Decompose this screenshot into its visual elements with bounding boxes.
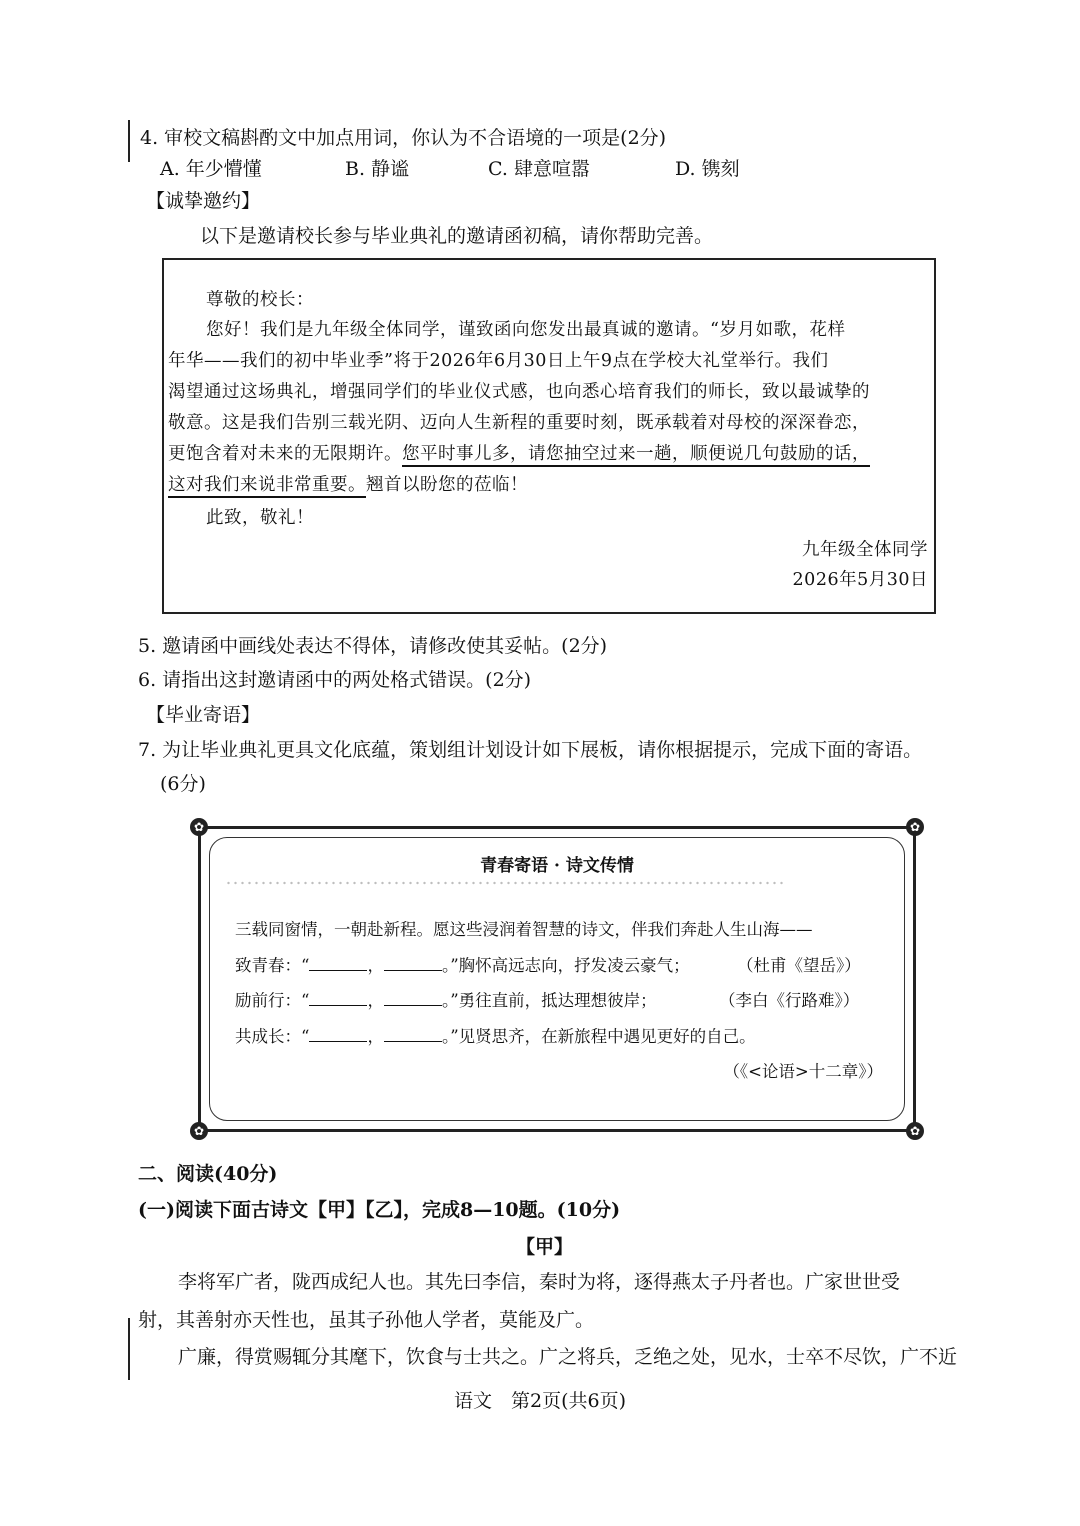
board-row-progress — [235, 988, 657, 1014]
letter-closing: 此致，敬礼！ — [206, 508, 314, 528]
q4-option-c: C. 肆意喧嚣 — [488, 158, 590, 180]
board-intro: 三载同窗情，一朝赴新程。愿这些浸润着智慧的诗文，伴我们奔赴人生山海—— — [235, 920, 813, 939]
row-suffix: 。”见贤思齐，在新旅程中遇见更好的自己。 — [441, 1027, 756, 1046]
row-prefix: 励前行：“ — [235, 991, 310, 1010]
answer-blank[interactable] — [309, 1027, 367, 1042]
invitation-letter — [162, 258, 936, 614]
letter-date: 2026年5月30日 — [792, 570, 928, 590]
board-last-source: （《<论语>十二章》） — [723, 1062, 883, 1081]
passage-jia-label: 【甲】 — [516, 1236, 574, 1258]
passage-line: 李将军广者，陇西成纪人也。其先曰李信，秦时为将，逐得燕太子丹者也。广家世世受 — [178, 1271, 901, 1293]
q4-option-d: D. 镌刻 — [675, 158, 740, 180]
letter-plain-text: 更饱含着对未来的无限期许。 — [168, 444, 402, 464]
q7-stem: 7. 为让毕业典礼更具文化底蕴，策划组计划设计如下展板，请你根据提示，完成下面的寄语。 — [138, 739, 923, 761]
row-prefix: 致青春：“ — [235, 956, 310, 975]
letter-body-line: 您好！我们是九年级全体同学，谨致函向您发出最真诚的邀请。“岁月如歌，花样 — [206, 320, 846, 340]
letter-underlined-text: 这对我们来说非常重要。 — [168, 475, 366, 498]
letter-signature: 九年级全体同学 — [802, 540, 928, 560]
q5-stem: 5. 邀请函中画线处表达不得体，请修改使其妥帖。(2分) — [138, 635, 608, 657]
answer-blank[interactable] — [309, 956, 367, 971]
grad-section-heading: 【毕业寄语】 — [146, 704, 261, 726]
answer-blank[interactable] — [309, 991, 367, 1006]
reading-subheading: (一)阅读下面古诗文【甲】【乙】，完成8—10题。(10分) — [138, 1199, 621, 1221]
flower-ornament-icon: ✿ — [906, 818, 924, 836]
left-margin-line — [128, 1318, 130, 1380]
row-suffix: 。”胸怀高远志向，抒发凌云豪气； — [441, 956, 690, 975]
board-title: 青春寄语 · 诗文传情 — [480, 856, 634, 876]
left-margin-line — [128, 120, 130, 162]
q4-stem: 4. 审校文稿斟酌文中加点用词，你认为不合语境的一项是(2分) — [140, 127, 667, 149]
board-row-source: （李白《行路难》） — [719, 991, 860, 1010]
row-prefix: 共成长：“ — [235, 1027, 310, 1046]
q4-option-a: A. 年少懵懂 — [160, 158, 262, 180]
q6-stem: 6. 请指出这封邀请函中的两处格式错误。(2分) — [138, 669, 532, 691]
letter-body-line: 渴望通过这场典礼，增强同学们的毕业仪式感，也向悉心培育我们的师长，致以最诚挚的 — [168, 382, 870, 402]
row-suffix: 。”勇往直前，抵达理想彼岸； — [441, 991, 657, 1010]
letter-body-line — [168, 440, 870, 468]
display-board — [193, 820, 921, 1138]
letter-salutation: 尊敬的校长： — [206, 290, 314, 310]
flower-ornament-icon: ✿ — [190, 818, 208, 836]
letter-plain-text: 翘首以盼您的莅临！ — [366, 475, 528, 495]
flower-ornament-icon: ✿ — [190, 1122, 208, 1140]
passage-line: 广廉，得赏赐辄分其麾下，饮食与士共之。广之将兵，乏绝之处，见水，士卒不尽饮，广不近 — [178, 1346, 958, 1368]
board-row-youth — [235, 953, 690, 979]
row-separator: ， — [367, 956, 384, 975]
invite-section-intro: 以下是邀请校长参与毕业典礼的邀请函初稿，请你帮助完善。 — [200, 225, 714, 247]
board-dotted-divider — [225, 880, 785, 886]
passage-line: 射，其善射亦天性也，虽其子孙他人学者，莫能及广。 — [138, 1309, 595, 1331]
invite-section-heading: 【诚挚邀约】 — [146, 190, 261, 212]
answer-blank[interactable] — [384, 1027, 442, 1042]
reading-heading: 二、阅读(40分) — [138, 1163, 278, 1185]
board-row-source: （杜甫《望岳》） — [737, 956, 861, 975]
letter-body-line — [168, 471, 528, 499]
letter-underlined-text: 您平时事儿多，请您抽空过来一趟，顺便说几句鼓励的话， — [402, 444, 870, 467]
page-footer: 语文 第2页(共6页) — [453, 1390, 626, 1412]
answer-blank[interactable] — [384, 956, 442, 971]
letter-body-line: 敬意。这是我们告别三载光阴、迈向人生新程的重要时刻，既承载着对母校的深深眷恋， — [168, 413, 870, 433]
row-separator: ， — [367, 1027, 384, 1046]
row-separator: ， — [367, 991, 384, 1010]
flower-ornament-icon: ✿ — [906, 1122, 924, 1140]
q7-score: (6分) — [160, 773, 206, 795]
q4-option-b: B. 静谧 — [345, 158, 410, 180]
letter-body-line: 年华——我们的初中毕业季”将于2026年6月30日上午9点在学校大礼堂举行。我们 — [168, 351, 829, 371]
board-row-growth — [235, 1024, 756, 1050]
answer-blank[interactable] — [384, 991, 442, 1006]
